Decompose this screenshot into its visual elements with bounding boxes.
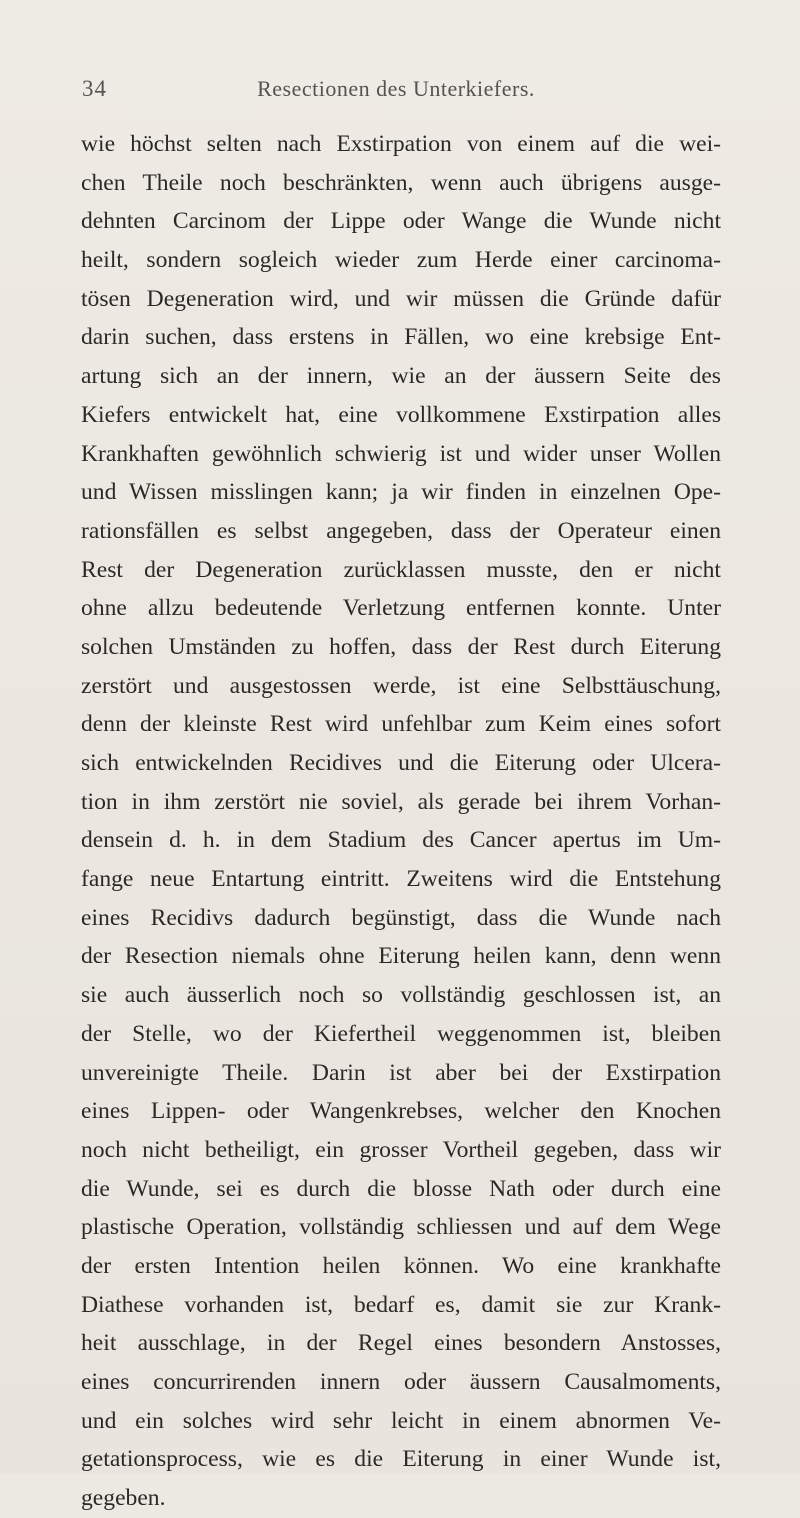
text-line: der ersten Intention heilen können. Wo eine krankhafte: [81, 1252, 721, 1279]
text-line: Rest der Degeneration zurücklassen musste, den er nicht: [81, 556, 721, 583]
text-line: tion in ihm zerstört nie soviel, als gerade bei ihrem Vorhan-: [81, 788, 721, 815]
text-line: eines Recidivs dadurch begünstigt, dass die Wunde nach: [81, 904, 721, 931]
text-line: plastische Operation, vollständig schliessen und auf dem Wege: [81, 1214, 721, 1241]
text-line: getationsprocess, wie es die Eiterung in einer Wunde ist,: [81, 1446, 721, 1473]
text-line: der Stelle, wo der Kiefertheil weggenommen ist, bleiben: [81, 1020, 721, 1047]
text-line: unvereinigte Theile. Darin ist aber bei der Exstirpation: [81, 1059, 721, 1086]
text-line: densein d. h. in dem Stadium des Cancer apertus im Um-: [81, 827, 721, 854]
text-line: und Wissen misslingen kann; ja wir finden in einzelnen Ope-: [81, 479, 721, 506]
text-line: sich entwickelnden Recidives und die Eiterung oder Ulcera-: [81, 750, 721, 776]
text-line: solchen Umständen zu hoffen, dass der Rest durch Eiterung: [81, 633, 721, 660]
text-line: Krankhaften gewöhnlich schwierig ist und wider unser Wollen: [81, 440, 721, 467]
text-line: fange neue Entartung eintritt. Zweitens wird die Entstehung: [81, 866, 721, 893]
text-line: dehnten Carcinom der Lippe oder Wange die Wunde nicht: [81, 208, 721, 235]
text-line: sie auch äusserlich noch so vollständig geschlossen ist, an: [81, 982, 721, 1009]
text-line: zerstört und ausgestossen werde, ist eine Selbsttäuschung,: [81, 672, 721, 699]
text-line: Kiefers entwickelt hat, eine vollkommene Exstirpation alles: [81, 401, 721, 428]
text-line: noch nicht betheiligt, ein grosser Vortheil gegeben, dass wir: [81, 1136, 721, 1163]
page-number: 34: [82, 76, 107, 101]
text-line: eines Lippen- oder Wangenkrebses, welcher den Knochen: [81, 1098, 721, 1125]
text-line: darin suchen, dass erstens in Fällen, wo eine krebsige Ent-: [81, 324, 721, 351]
text-line: Diathese vorhanden ist, bedarf es, damit sie zur Krank-: [81, 1291, 721, 1318]
text-line: denn der kleinste Rest wird unfehlbar zum Keim eines sofort: [81, 711, 721, 738]
running-head-title: Resectionen des Unterkiefers.: [257, 76, 535, 101]
text-line: artung sich an der innern, wie an der äussern Seite des: [81, 363, 721, 390]
text-line: die Wunde, sei es durch die blosse Nath oder durch eine: [81, 1175, 721, 1202]
text-line: ohne allzu bedeutende Verletzung entfernen konnte. Unter: [81, 595, 721, 622]
body-text: [81, 125, 721, 1518]
text-line: eines concurrirenden innern oder äussern Causalmoments,: [81, 1369, 721, 1395]
text-line: heilt, sondern sogleich wieder zum Herde einer carcinoma-: [81, 247, 721, 274]
text-line: rationsfällen es selbst angegeben, dass der Operateur einen: [81, 517, 721, 544]
running-head: [82, 76, 710, 112]
text-line: und ein solches wird sehr leicht in einem abnormen Ve-: [81, 1407, 721, 1434]
text-line: heit ausschlage, in der Regel eines besondern Anstosses,: [81, 1330, 721, 1357]
text-line: chen Theile noch beschränkten, wenn auch übrigens ausge-: [81, 169, 721, 196]
text-line: gegeben.: [81, 1485, 166, 1512]
text-line: tösen Degeneration wird, und wir müssen die Gründe dafür: [81, 285, 721, 312]
text-line: wie höchst selten nach Exstirpation von einem auf die wei-: [81, 131, 721, 157]
text-line: der Resection niemals ohne Eiterung heilen kann, denn wenn: [81, 943, 721, 970]
